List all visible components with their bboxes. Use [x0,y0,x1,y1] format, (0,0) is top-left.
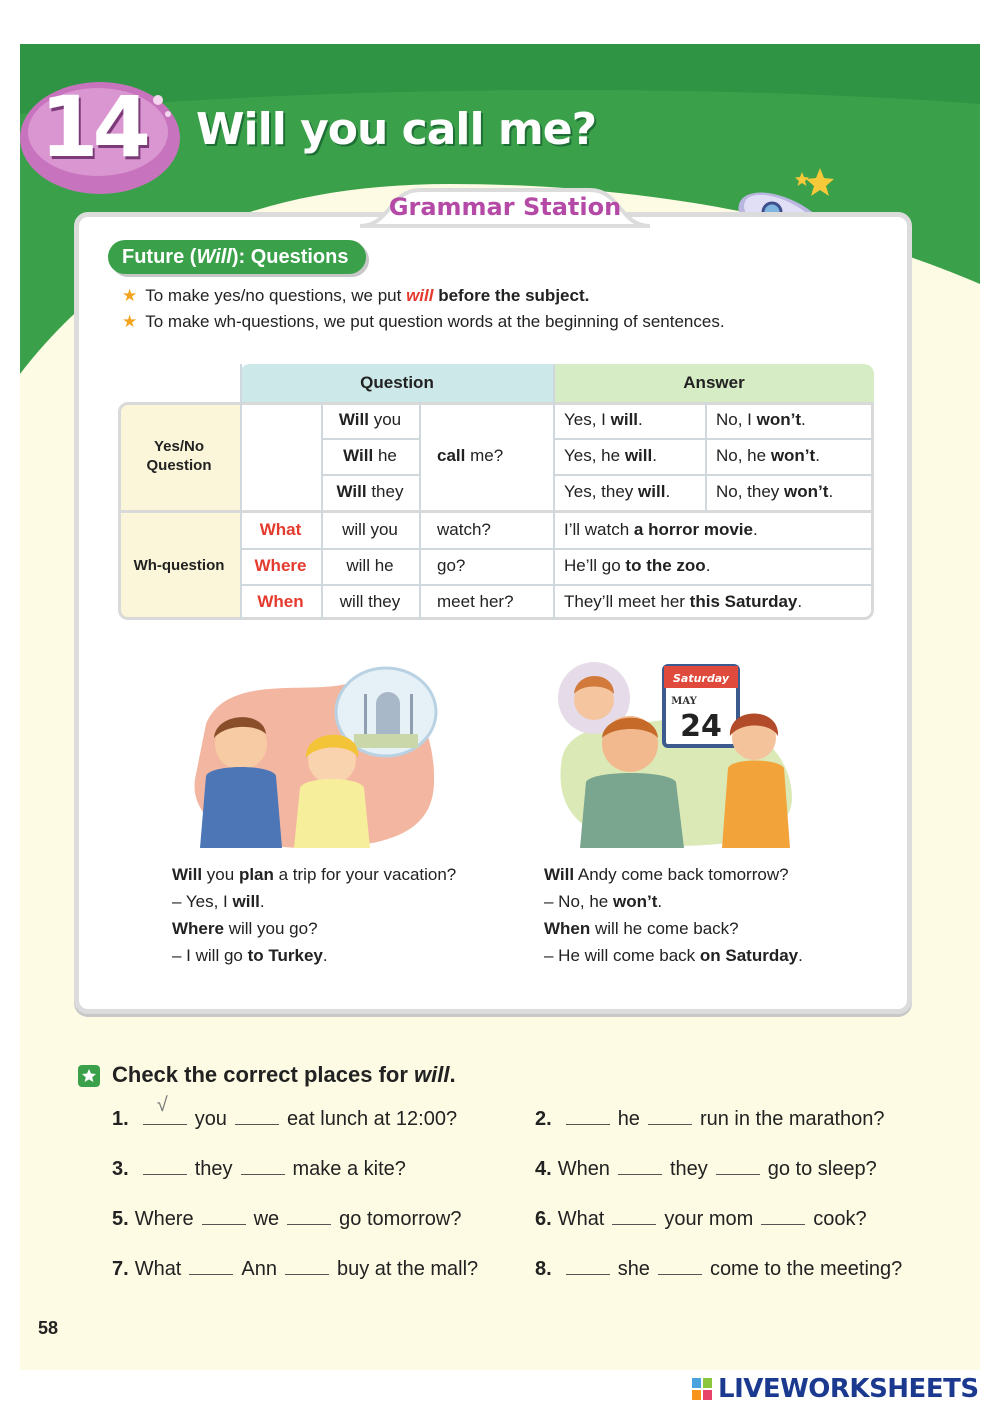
yesno-subject-3: Will they [336,482,404,501]
exercise-icon [78,1065,100,1087]
exercise-item-7: 7. What Ann buy at the mall? [112,1258,479,1280]
blank-input[interactable] [241,1158,285,1175]
blank-input[interactable] [189,1258,233,1275]
dialog-left-line-4: – I will go to Turkey. [172,946,328,965]
blank-input[interactable] [285,1258,329,1275]
dialog-right-line-3: When will he come back? [544,919,739,938]
blank-input[interactable] [143,1094,187,1125]
yesno-subject-1: Will you [338,410,402,429]
wh-word-1: What [259,520,302,539]
calendar-illustration [552,658,802,848]
yesno-verb: call me? [437,446,504,465]
dialog-right-line-1: Will Andy come back tomorrow? [544,865,789,884]
calendar-date: 24 [680,709,722,744]
page-number: 58 [38,1318,59,1338]
no-answer-2: No, he won’t . [716,446,820,465]
no-answer-1: No, I won’t . [716,410,806,429]
blank-input[interactable] [566,1258,610,1275]
star-icon: ★ [122,312,138,331]
rule-1-before: To make yes/no questions, we put [145,286,407,305]
question-header: Question [360,373,434,392]
wh-answer-3: They’ll meet her this Saturday . [564,592,803,611]
yes-answer-3: Yes, they will . [564,482,671,501]
dialog-left-line-3: Where will you go? [172,919,318,938]
wh-aux-1: will you [342,520,398,539]
check-mark: √ [156,1094,168,1116]
wh-word-2: Where [254,556,307,575]
blank-input[interactable] [143,1158,187,1175]
wh-verb-2: go? [437,556,466,575]
wh-answer-2: He’ll go to the zoo . [564,556,711,575]
blank-input[interactable] [761,1208,805,1225]
answer-header: Answer [683,373,745,392]
dialog-left-line-2: – Yes, I will. [172,892,265,911]
pill-italic: Will [196,246,232,268]
dialog-right-line-4: – He will come back on Saturday. [544,946,803,965]
exercise-title: Check the correct places for will. [112,1062,456,1087]
star-icon: ★ [122,286,138,305]
wh-verb-1: watch? [437,520,491,539]
calendar-month: MAY [671,696,697,707]
blank-input[interactable] [566,1108,610,1125]
unit-number: 14 [40,78,145,176]
rule-2 [122,312,725,332]
pill-suffix: ): Questions [231,246,349,268]
blank-input[interactable] [618,1158,662,1175]
rule-1-after: before the subject. [433,286,590,305]
wh-label: Wh-question [133,556,225,574]
wh-aux-2: will he [346,556,394,575]
wh-answer-1: I’ll watch a horror movie . [564,520,758,539]
blank-input[interactable] [612,1208,656,1225]
liveworksheets-brand[interactable]: LIVEWORKSHEETS [718,1374,979,1404]
blank-input[interactable] [716,1158,760,1175]
yesno-subject-2: Will he [343,446,397,465]
exercise-item-6: 6. What your mom cook? [535,1208,867,1230]
dialog-right [544,861,803,969]
grammar-table [118,364,876,622]
wh-aux-3: will they [339,592,401,611]
rule-2-text: To make wh-questions, we put question words at the beginning of sentences. [145,312,725,331]
exercise-item-4: 4. When they go to sleep? [535,1158,877,1180]
yesno-label [118,402,240,510]
liveworksheets-logo-icon [692,1378,712,1400]
exercise-item-2: 2. he run in the marathon? [535,1108,885,1130]
exercise-item-5: 5. Where we go tomorrow? [112,1208,462,1230]
blank-input[interactable] [202,1208,246,1225]
yesno-label-1: Yes/No [153,438,205,455]
rule-1-italic: will [406,286,434,305]
wh-word-3: When [257,592,304,611]
yesno-label-2: Question [146,457,212,474]
page-title: Will you call me? [196,104,597,155]
yes-answer-1: Yes, I will . [564,410,643,429]
wh-verb-3: meet her? [437,592,514,611]
no-answer-3: No, they won’t . [716,482,834,501]
section-pill [108,240,366,274]
yes-answer-2: Yes, he will . [564,446,657,465]
dialog-right-line-2: – No, he won’t. [544,892,663,911]
exercise-item-3: 3. they make a kite? [112,1158,406,1180]
grid-v3 [419,402,421,620]
grammar-station-label: Grammar Station [388,193,622,221]
calendar-day: Saturday [673,672,729,685]
blank-input[interactable] [658,1258,702,1275]
kids-travel-illustration [186,664,438,850]
blank-input[interactable] [235,1108,279,1125]
exercise-item-8: 8. she come to the meeting? [535,1258,903,1280]
blank-input[interactable] [287,1208,331,1225]
exercise-item-1: 1. √ you eat lunch at 12:00? [112,1094,458,1130]
blank-input[interactable] [648,1108,692,1125]
rule-1 [122,286,589,306]
dialog-left-line-1: Will you plan a trip for your vacation? [172,865,457,884]
pill-prefix: Future ( [122,246,197,268]
dialog-left [172,861,456,969]
